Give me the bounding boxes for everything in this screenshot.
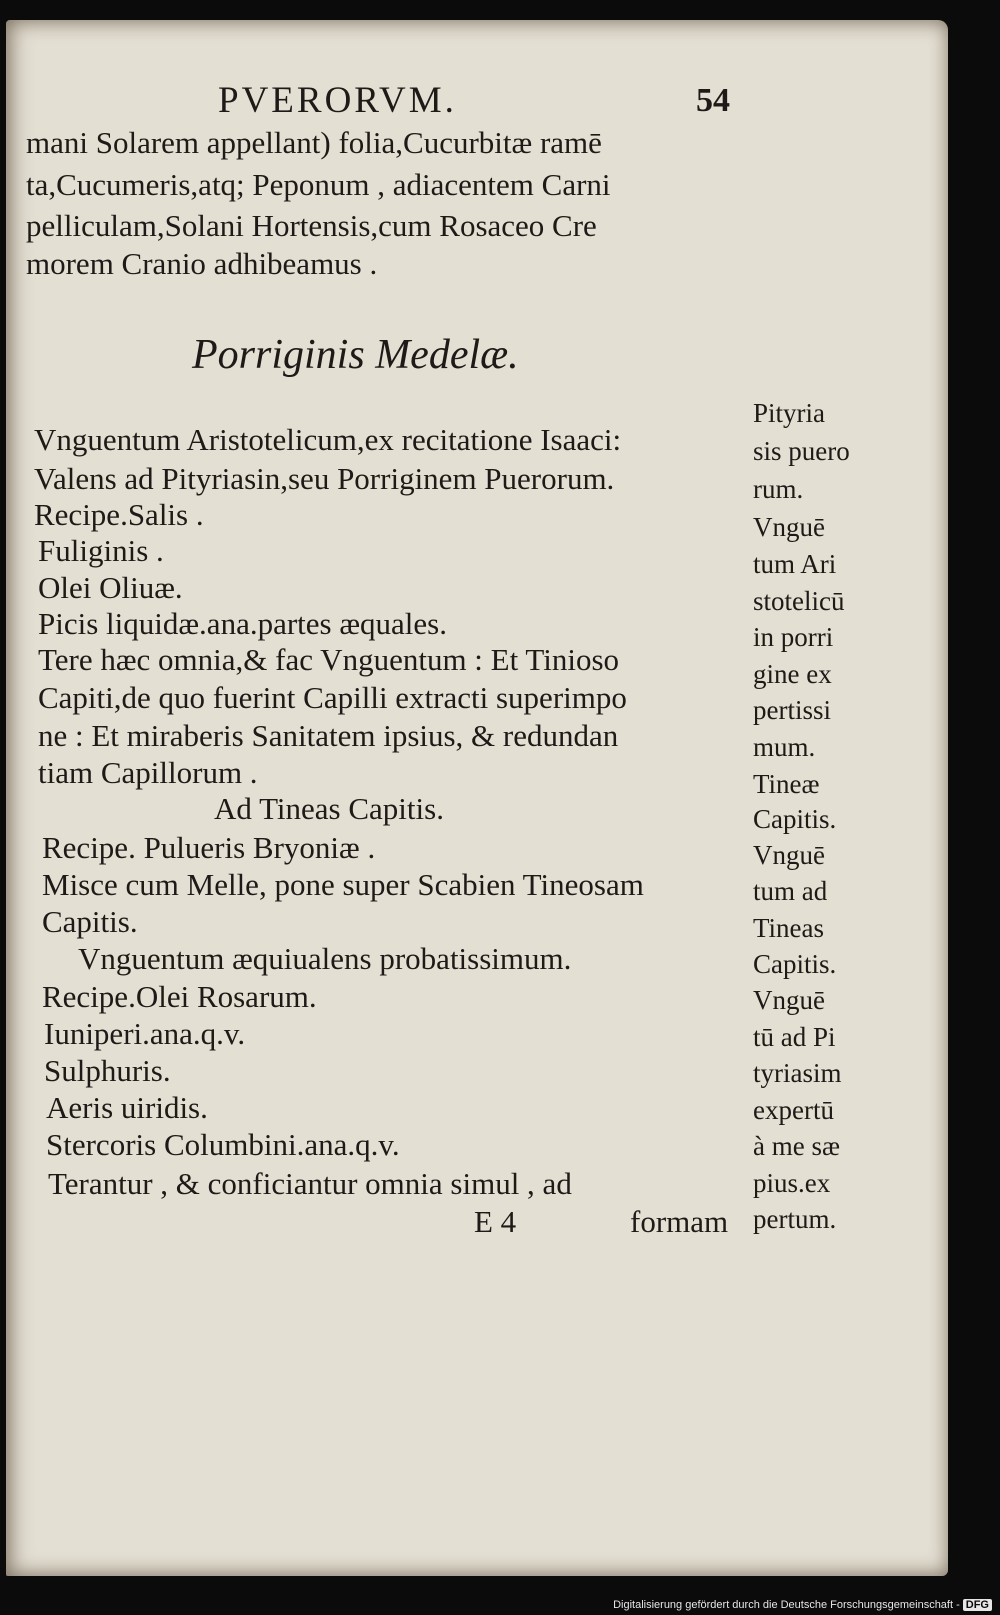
body-line: Fuliginis . [38,533,164,568]
body-line: Olei Oliuæ. [38,570,183,605]
body-line: Iuniperi.ana.q.v. [44,1016,246,1051]
continuation-line: morem Cranio adhibeamus . [26,246,378,281]
subheading: Ad Tineas Capitis. [214,791,444,826]
credit-text: Digitalisierung gefördert durch die Deutsche Forschungsgemeinschaft - [613,1599,960,1611]
catchword: formam [630,1204,729,1239]
marginal-note: Tineas [753,913,825,943]
marginal-note: Vnguē [753,512,825,542]
marginal-note: tyriasim [753,1058,842,1088]
subheading: Vnguentum æquiualens probatissimum. [78,941,572,976]
marginal-note: Pityria [753,398,825,428]
body-line: Picis liquidæ.ana.partes æquales. [38,606,447,641]
marginal-note: à me sæ [753,1131,840,1161]
digitization-credit [613,1599,992,1611]
body-line: Sulphuris. [44,1053,171,1088]
marginal-note: Vnguē [753,840,825,870]
body-line: Recipe.Salis . [34,497,204,532]
marginal-note: stotelicū [753,586,845,616]
marginal-note: pertissi [753,695,831,725]
body-line: Recipe. Pulueris Bryoniæ . [42,830,376,865]
marginal-note: Vnguē [753,985,825,1015]
marginal-note: sis puero [753,436,850,466]
body-line: Capiti,de quo fuerint Capilli extracti superimpo [38,680,627,715]
marginal-note: Capitis. [753,804,837,834]
continuation-line: pelliculam,Solani Hortensis,cum Rosaceo Cre [26,208,597,243]
marginal-note: gine ex [753,659,832,689]
body-line: Vnguentum Aristotelicum,ex recitatione Isaaci: [34,422,622,457]
dfg-logo: DFG [963,1599,992,1611]
marginal-note: Tineæ [753,769,820,799]
body-line: Tere hæc omnia,& fac Vnguentum : Et Tinioso [38,642,620,677]
marginal-note: tum ad [753,876,828,906]
signature-mark: E 4 [474,1204,517,1239]
running-title: PVERORVM. [218,80,457,121]
body-line: Terantur , & conficiantur omnia simul , ad [48,1166,572,1201]
marginal-note: mum. [753,732,816,762]
body-line: Recipe.Olei Rosarum. [42,979,317,1014]
body-line: Aeris uiridis. [46,1090,208,1125]
marginal-note: rum. [753,474,804,504]
body-line: ne : Et miraberis Sanitatem ipsius, & redundan [38,718,619,753]
section-heading: Porriginis Medelæ. [192,332,519,378]
marginal-note: Capitis. [753,949,837,979]
page-number: 54 [696,82,730,119]
body-line: Capitis. [42,904,138,939]
marginal-note: tum Ari [753,549,837,579]
marginal-note: pertum. [753,1204,837,1234]
marginal-note: pius.ex [753,1168,831,1198]
marginal-note: expertū [753,1095,834,1125]
book-page [6,20,948,1576]
body-line: Stercoris Columbini.ana.q.v. [46,1127,400,1162]
body-line: Misce cum Melle, pone super Scabien Tineosam [42,867,644,902]
marginal-note: tū ad Pi [753,1022,836,1052]
continuation-line: ta,Cucumeris,atq; Peponum , adiacentem Carni [26,167,611,202]
continuation-line: mani Solarem appellant) folia,Cucurbitæ ramē [26,125,602,160]
body-line: Valens ad Pityriasin,seu Porriginem Puerorum. [34,461,615,496]
marginal-note: in porri [753,622,834,652]
body-line: tiam Capillorum . [38,755,258,790]
